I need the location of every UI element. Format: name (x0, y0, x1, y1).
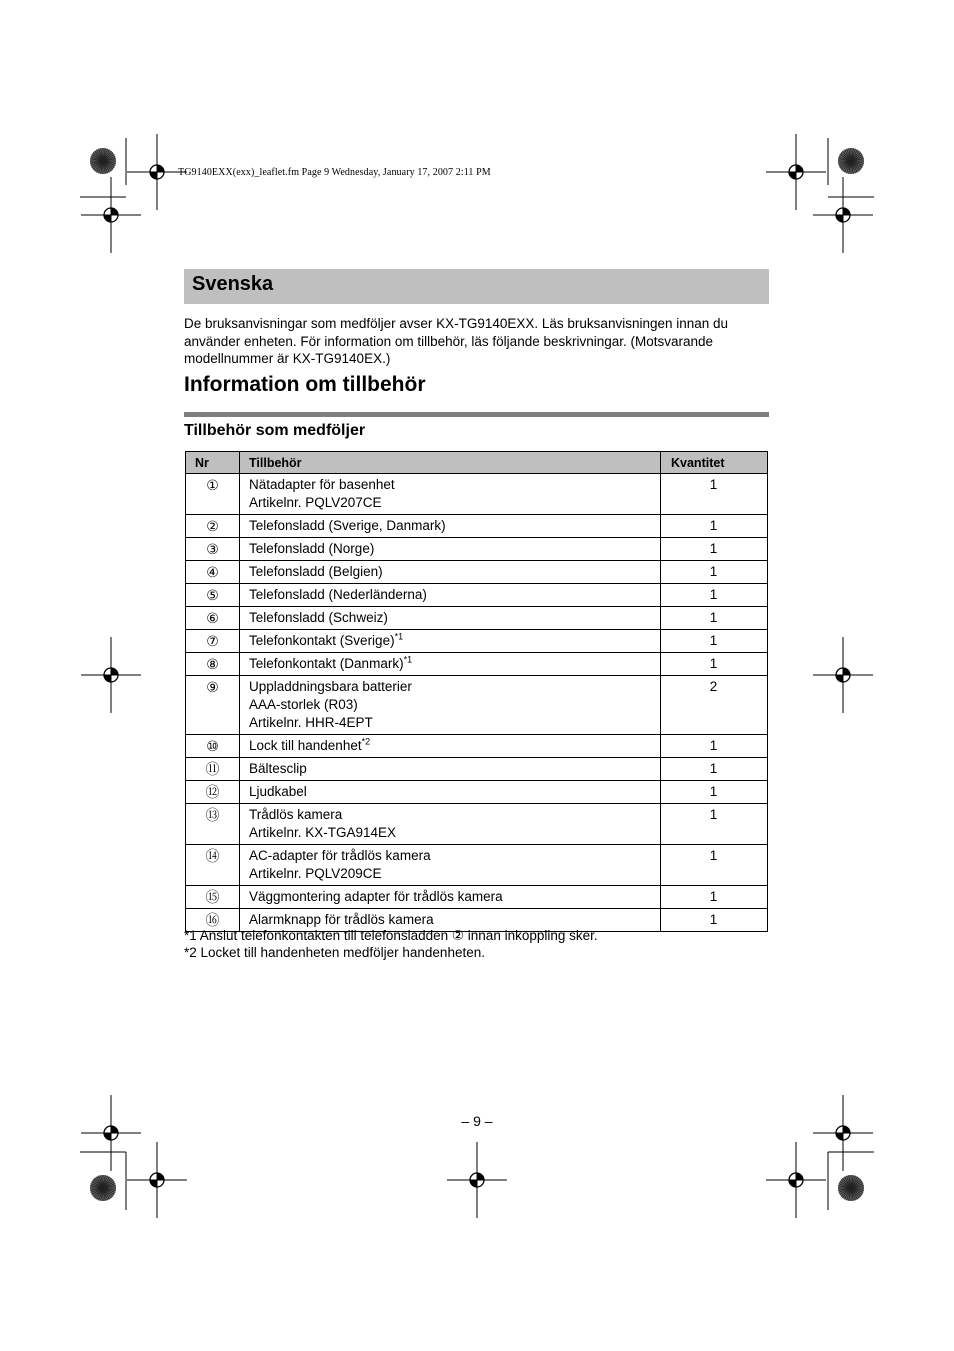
item-text: Bältesclip (249, 761, 307, 776)
row-quantity: 1 (661, 538, 768, 561)
item-text: AAA-storlek (R03) (249, 697, 358, 712)
heading-rule (184, 412, 769, 417)
item-line (249, 911, 660, 929)
registration-mark-icon (766, 134, 826, 210)
table-row (186, 735, 768, 758)
table-row (186, 845, 768, 886)
item-line (249, 760, 660, 778)
table-row (186, 538, 768, 561)
row-number: ⑦ (186, 630, 240, 653)
registration-mark-icon (766, 1142, 826, 1218)
file-header-line: TG9140EXX(exx)_leaflet.fm Page 9 Wednesday, January 17, 2007 2:11 PM (178, 167, 491, 178)
item-text: Artikelnr. PQLV209CE (249, 866, 382, 881)
item-line (249, 494, 660, 512)
row-item (240, 758, 661, 781)
row-number: ① (186, 474, 240, 515)
row-number: ⑯ (186, 909, 240, 932)
item-line (249, 888, 660, 906)
row-number: ③ (186, 538, 240, 561)
item-line (249, 783, 660, 801)
column-header-item: Tillbehör (240, 452, 661, 474)
item-line (249, 609, 660, 627)
item-line (249, 678, 660, 696)
item-line (249, 517, 660, 535)
item-line (249, 696, 660, 714)
row-number: ⑬ (186, 804, 240, 845)
row-item (240, 607, 661, 630)
item-line (249, 476, 660, 494)
table-row (186, 781, 768, 804)
row-number: ② (186, 515, 240, 538)
row-number: ⑫ (186, 781, 240, 804)
star-target-icon (90, 148, 116, 174)
row-number: ⑮ (186, 886, 240, 909)
item-line (249, 806, 660, 824)
star-target-icon (90, 1175, 116, 1201)
item-text: Telefonsladd (Nederländerna) (249, 587, 427, 602)
section-title-bar (184, 269, 769, 304)
table-row (186, 515, 768, 538)
item-text: Väggmontering adapter för trådlös kamera (249, 889, 503, 904)
row-quantity: 1 (661, 845, 768, 886)
item-text: Telefonsladd (Norge) (249, 541, 375, 556)
table-row (186, 607, 768, 630)
item-line (249, 540, 660, 558)
row-number: ⑤ (186, 584, 240, 607)
item-line (249, 586, 660, 604)
row-quantity: 1 (661, 735, 768, 758)
footnotes (184, 928, 598, 961)
row-quantity: 1 (661, 909, 768, 932)
registration-mark-icon (127, 1142, 187, 1218)
item-text: Telefonsladd (Belgien) (249, 564, 383, 579)
item-text: Alarmknapp för trådlös kamera (249, 912, 434, 927)
row-item (240, 804, 661, 845)
table-row (186, 758, 768, 781)
registration-mark-icon (813, 637, 873, 713)
item-text: Telefonkontakt (Danmark) (249, 656, 404, 671)
table-row (186, 630, 768, 653)
item-text: Artikelnr. HHR-4EPT (249, 715, 373, 730)
item-text: Trådlös kamera (249, 807, 343, 822)
item-text: Nätadapter för basenhet (249, 477, 395, 492)
footnote-ref: *2 (361, 736, 371, 747)
row-item (240, 735, 661, 758)
row-quantity: 1 (661, 630, 768, 653)
item-line (249, 847, 660, 865)
table-header-row (186, 452, 768, 474)
registration-mark-icon (81, 1095, 141, 1171)
item-line (249, 824, 660, 842)
row-number: ⑥ (186, 607, 240, 630)
item-text: Lock till handenhet (249, 738, 362, 753)
column-header-qty: Kvantitet (661, 452, 768, 474)
table-body (186, 474, 768, 932)
section-title: Svenska (192, 273, 274, 295)
row-item (240, 886, 661, 909)
item-text: Artikelnr. KX-TGA914EX (249, 825, 397, 840)
item-line (249, 655, 660, 673)
item-text: Telefonsladd (Sverige, Danmark) (249, 518, 446, 533)
table-row (186, 676, 768, 735)
registration-mark-icon (81, 637, 141, 713)
footnote-ref: *1 (403, 654, 413, 665)
item-line (249, 865, 660, 883)
row-item (240, 538, 661, 561)
intro-paragraph: De bruksanvisningar som medföljer avser KX-TG9140EXX. Läs bruksanvisningen innan du använder enheten. För information om tillbehör, läs följande beskrivningar. (Motsvarande modellnummer är KX-TG9140EX.) (184, 316, 729, 366)
row-item (240, 781, 661, 804)
registration-mark-icon (813, 1095, 873, 1171)
row-item (240, 515, 661, 538)
item-text: Telefonkontakt (Sverige) (249, 633, 395, 648)
table-row (186, 886, 768, 909)
item-text: Ljudkabel (249, 784, 307, 799)
registration-mark-icon (81, 177, 141, 253)
row-number: ⑭ (186, 845, 240, 886)
row-quantity: 1 (661, 653, 768, 676)
row-number: ⑨ (186, 676, 240, 735)
column-header-nr: Nr (186, 452, 240, 474)
accessories-table (185, 451, 768, 932)
table-row (186, 474, 768, 515)
row-quantity: 2 (661, 676, 768, 735)
item-text: Telefonsladd (Schweiz) (249, 610, 388, 625)
row-quantity: 1 (661, 474, 768, 515)
star-target-icon (838, 1175, 864, 1201)
row-number: ⑩ (186, 735, 240, 758)
item-line (249, 737, 660, 755)
row-item (240, 845, 661, 886)
row-quantity: 1 (661, 561, 768, 584)
page-number: – 9 – (461, 1113, 493, 1129)
sub-heading: Tillbehör som medföljer (184, 422, 366, 439)
row-number: ⑪ (186, 758, 240, 781)
row-item (240, 561, 661, 584)
table-row (186, 804, 768, 845)
star-target-icon (838, 148, 864, 174)
row-item (240, 676, 661, 735)
table-row (186, 584, 768, 607)
row-item (240, 630, 661, 653)
row-quantity: 1 (661, 584, 768, 607)
row-quantity: 1 (661, 758, 768, 781)
row-quantity: 1 (661, 515, 768, 538)
item-text: Artikelnr. PQLV207CE (249, 495, 382, 510)
row-quantity: 1 (661, 804, 768, 845)
footnote-1: *1 Anslut telefonkontakten till telefonsladden ② innan inkoppling sker. (184, 928, 598, 943)
row-item (240, 584, 661, 607)
footnote-ref: *1 (394, 631, 404, 642)
row-quantity: 1 (661, 781, 768, 804)
item-text: Uppladdningsbara batterier (249, 679, 412, 694)
table-row (186, 653, 768, 676)
item-line (249, 714, 660, 732)
registration-mark-icon (813, 177, 873, 253)
row-number: ④ (186, 561, 240, 584)
item-line (249, 632, 660, 650)
item-line (249, 563, 660, 581)
row-number: ⑧ (186, 653, 240, 676)
row-item (240, 653, 661, 676)
table-row (186, 561, 768, 584)
registration-mark-icon (447, 1142, 507, 1218)
main-heading: Information om tillbehör (184, 373, 426, 396)
row-quantity: 1 (661, 607, 768, 630)
item-text: AC-adapter för trådlös kamera (249, 848, 431, 863)
footnote-2: *2 Locket till handenheten medföljer handenheten. (184, 944, 485, 960)
row-quantity: 1 (661, 886, 768, 909)
row-item (240, 474, 661, 515)
